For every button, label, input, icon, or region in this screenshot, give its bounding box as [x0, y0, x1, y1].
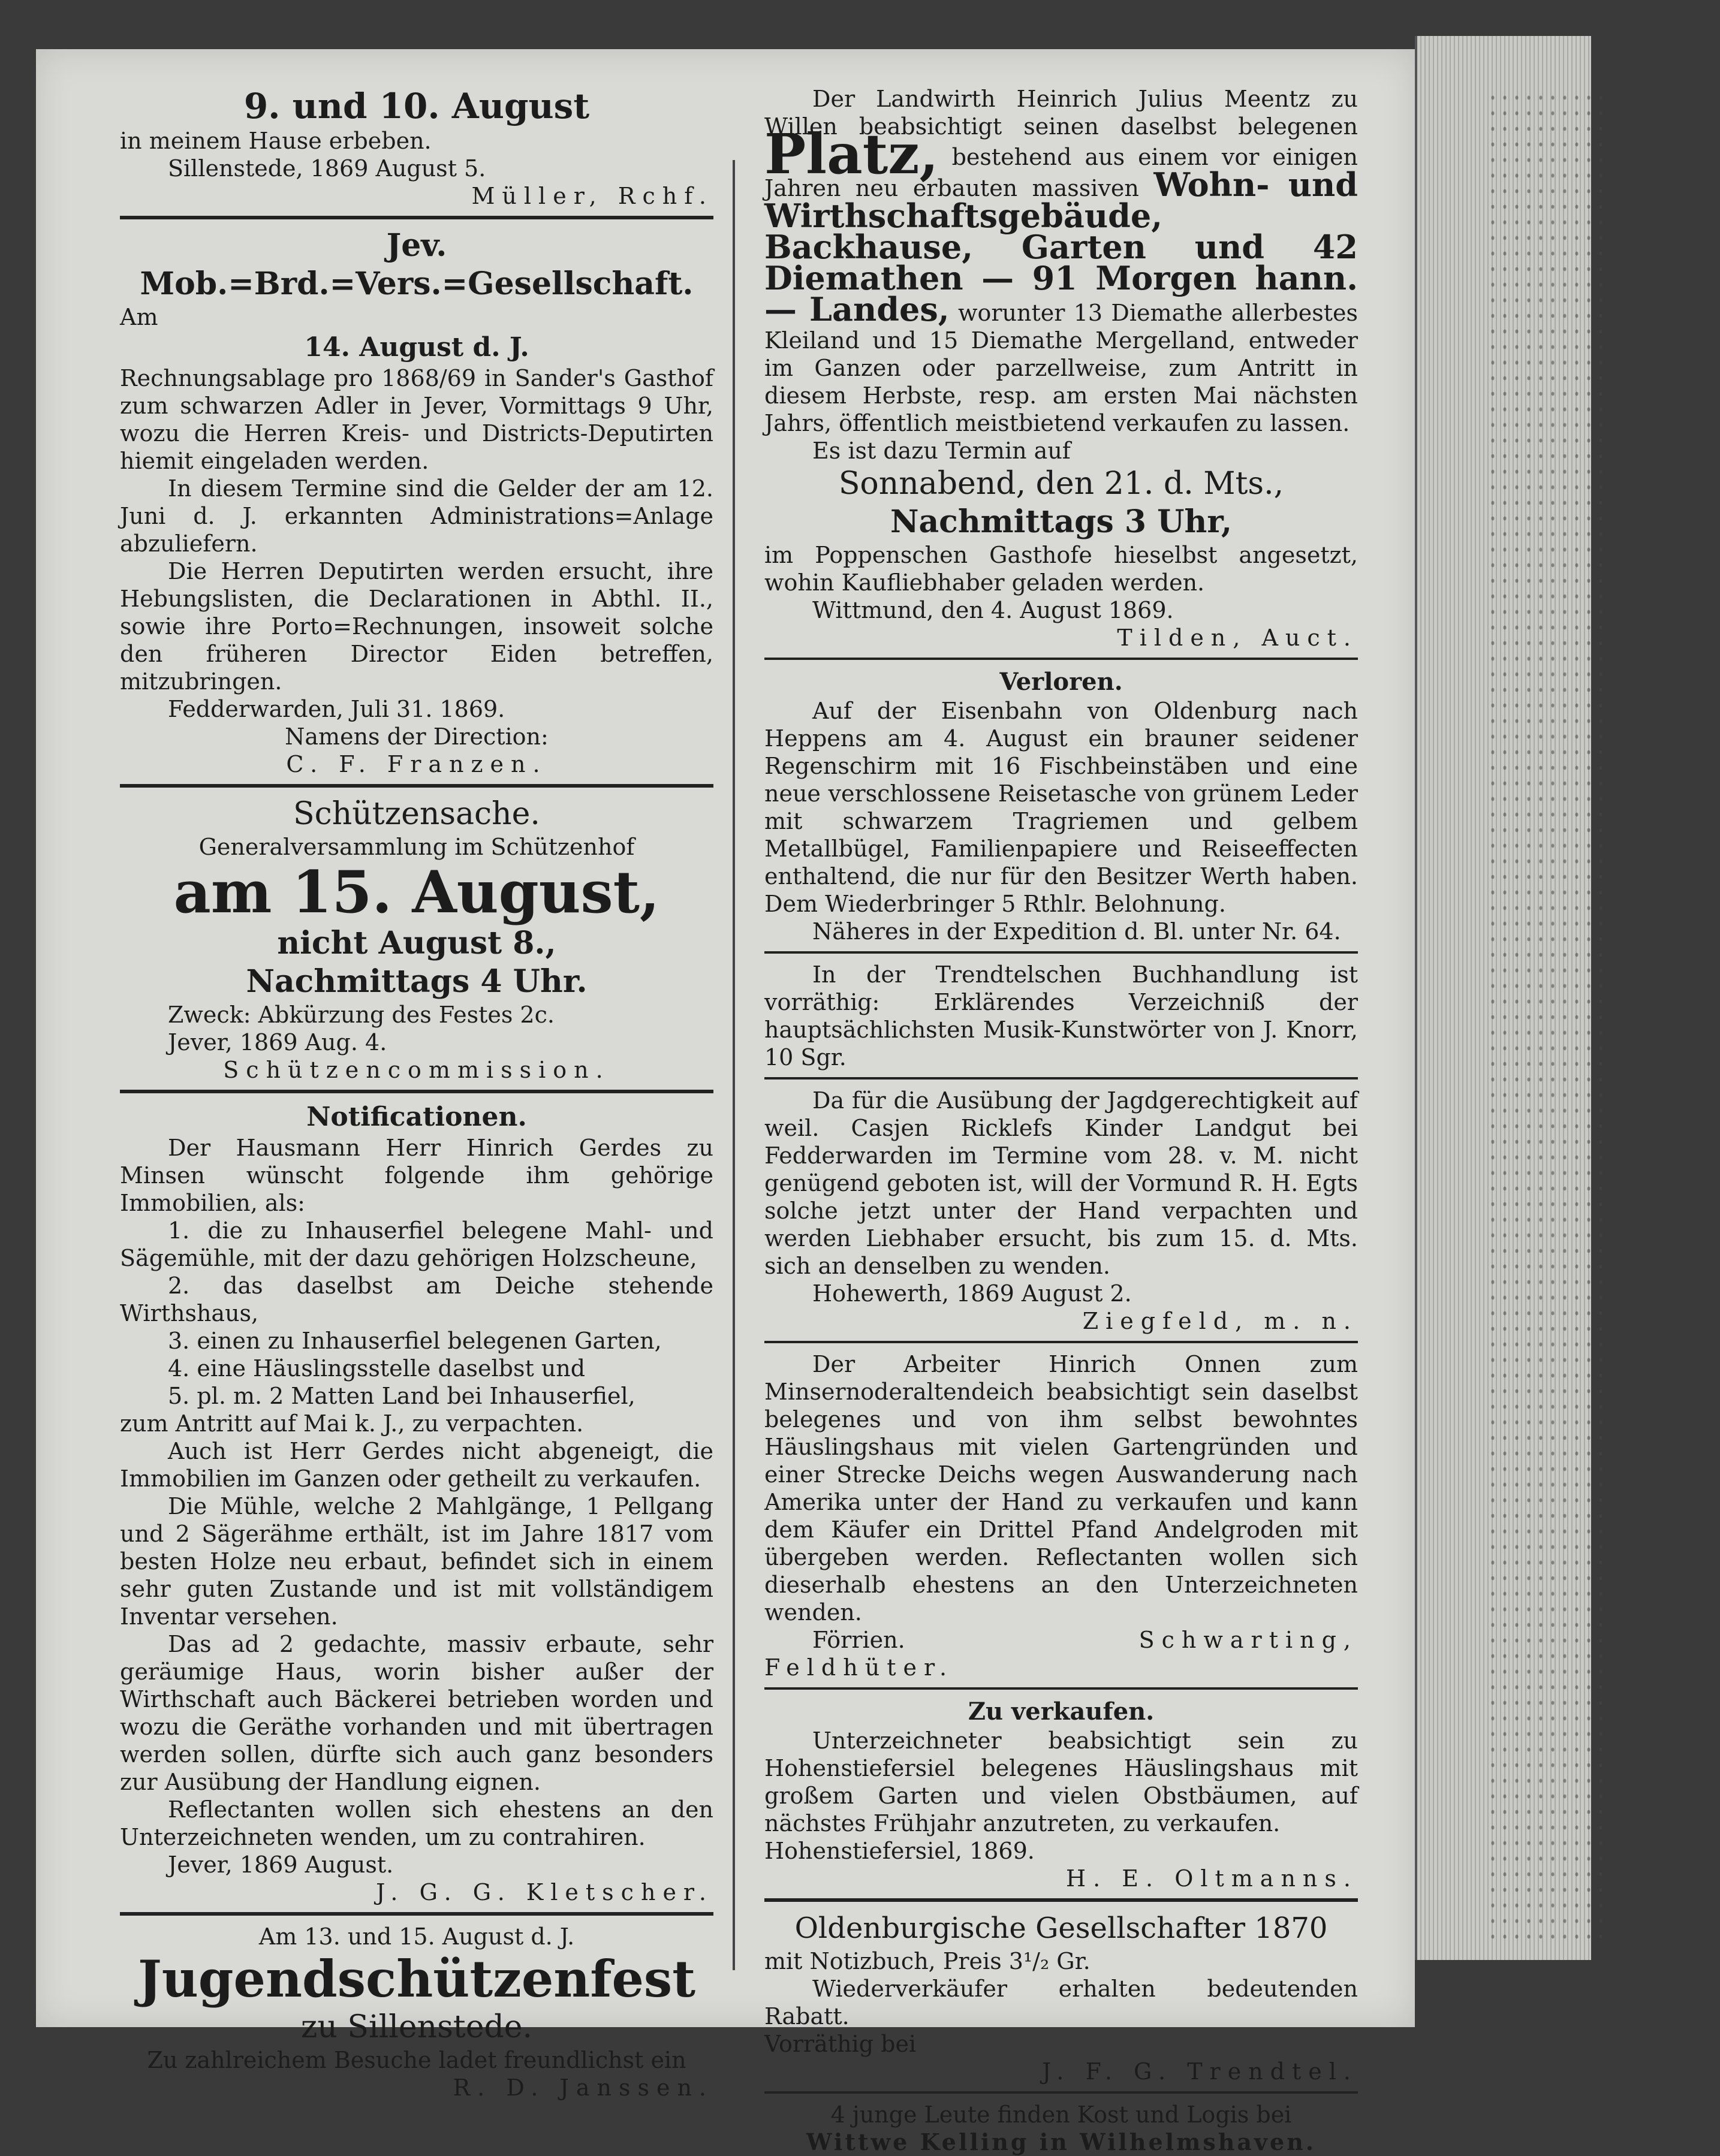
ad-signature: Ziegfeld, m. n. — [1082, 1308, 1358, 1334]
ad-place-date: Förrien. — [812, 1627, 905, 1653]
list-item: 3. einen zu Inhauserfiel belegenen Garten, — [168, 1328, 662, 1354]
ad-text: Zweck: Abkürzung des Festes 2c. — [168, 1002, 555, 1028]
ad-signature: Schwarting, Feldhüter. — [764, 1627, 1358, 1681]
ad-keyword: Platz, — [764, 122, 939, 186]
ad-signature: C. F. Franzen. — [286, 751, 547, 777]
ad-signature: H. E. Oltmanns. — [1066, 1865, 1358, 1892]
ad-signature-line — [764, 1626, 1358, 1681]
list-item: 1. die zu Inhauserfiel belegene Mahl- und Sägemühle, mit der dazu gehörigen Holzscheune, — [120, 1217, 713, 1271]
ad-place-date: Jever, 1869 August. — [168, 1852, 394, 1878]
ad-keyword: Wohn- und Wirthschaftsgebäude, Backhause, Garten und 42 Diemathen — 91 Morgen hann. — Landes, — [764, 165, 1358, 328]
ad-text: Generalversammlung im Schützenhof — [198, 834, 635, 860]
separator-rule — [764, 1898, 1358, 1902]
ad-paragraph: Auch ist Herr Gerdes nicht abgeneigt, die Immobilien im Ganzen oder getheilt zu verkaufen. — [120, 1438, 713, 1492]
ad-paragraph: Da für die Ausübung der Jagdgerechtigkeit auf weil. Casjen Ricklefs Kinder Landgut bei Fedderwarden im Termine vom 28. v. M. nicht genügend geboten ist, will der Vormund R. H. Egts solche jetzt unter der Hand verpachten und werden Liebhaber ersucht, bis zum 15. d. Mts. sich an denselben zu wenden. — [764, 1087, 1358, 1279]
ad-heading: Jugendschützenfest — [137, 1949, 696, 2009]
separator-rule — [764, 2091, 1358, 2094]
ad-text: Es ist dazu Termin auf — [812, 438, 1071, 464]
page-edge-speckles — [1487, 90, 1607, 1948]
ad-heading: Oldenburgische Gesellschafter 1870 — [794, 1911, 1328, 1945]
ad-text: Am — [120, 304, 158, 330]
ad-place-date: Jever, 1869 Aug. 4. — [168, 1029, 387, 1056]
ad-paragraph: Reflectanten wollen sich ehestens an den Unterzeichneten wenden, um zu contrahiren. — [120, 1796, 713, 1850]
ad-text: mit Notizbuch, Preis 3¹/₂ Gr. — [764, 1948, 1091, 1974]
ad-signature: J. F. G. Trendtel. — [1042, 2058, 1358, 2085]
ad-signature: Tilden, Auct. — [1117, 625, 1358, 651]
ad-signature: Namens der Direction: — [285, 723, 549, 750]
ad-text: Am 13. und 15. August d. J. — [258, 1923, 575, 1950]
section-heading: Notificationen. — [306, 1102, 527, 1132]
separator-rule — [120, 1912, 713, 1916]
ad-subtitle: zu Sillenstede. — [300, 2009, 533, 2045]
separator-rule — [764, 1077, 1358, 1079]
ad-paragraph: zum Antritt auf Mai k. J., zu verpachten. — [120, 1410, 584, 1437]
ad-paragraph: In der Trendtelschen Buchhandlung ist vorräthig: Erklärendes Verzeichniß der hauptsächlichsten Musik-Kunstwörter von J. Knorr, 10 Sgr. — [764, 961, 1358, 1071]
ad-paragraph: im Poppenschen Gasthofe hieselbst angesetzt, wohin Kaufliebhaber geladen werden. — [764, 542, 1358, 596]
ad-text: Näheres in der Expedition d. Bl. unter Nr. 64. — [812, 918, 1341, 945]
ad-text: Der Landwirth Heinrich Julius Meentz zu Willen beabsichtigt seinen daselbst belegenen — [764, 86, 1358, 140]
list-item: 4. eine Häuslingsstelle daselbst und — [168, 1355, 586, 1382]
ad-place-date: Hohenstiefersiel, 1869. — [764, 1838, 1035, 1864]
ad-place-date: Sillenstede, 1869 August 5. — [168, 155, 486, 182]
section-heading: Verloren. — [999, 668, 1123, 696]
ad-subtitle: nicht August 8., — [277, 925, 556, 961]
ad-text: worunter 13 Diemathe allerbestes Kleiland und 15 Diemathe Mergelland, entweder im Ganzen oder parzellweise, zum Antritt in diesem Herbste, resp. am ersten Mai nächsten Jahrs, öffentlich meistbietend verkaufen zu lassen. — [764, 300, 1358, 436]
ad-paragraph: Der Hausmann Herr Hinrich Gerdes zu Minsen wünscht folgende ihm gehörige Immobilien, als: — [120, 1135, 713, 1216]
ad-paragraph — [764, 85, 1358, 437]
ad-paragraph: Die Herren Deputirten werden ersucht, ihre Hebungslisten, die Declarationen in Abthl. II., sowie ihre Porto=Rechnungen, insoweit solche den früheren Director Eiden betreffen, mitzubringen. — [120, 558, 713, 695]
ad-signature: J. G. G. Kletscher. — [376, 1879, 713, 1905]
ad-paragraph: Rechnungsablage pro 1868/69 in Sander's Gasthof zum schwarzen Adler in Jever, Vormittags 9 Uhr, wozu die Herren Kreis- und Districts-Deputirten hiemit eingeladen werden. — [120, 365, 713, 474]
ad-subtitle: Nachmittags 4 Uhr. — [246, 963, 588, 1000]
ad-paragraph: Die Mühle, welche 2 Mahlgänge, 1 Pellgang und 2 Sägerähme erthält, ist im Jahre 1817 vom besten Holze neu erbaut, befindet sich in einem sehr guten Zustande und ist mit vollständigem Inventar versehen. — [120, 1493, 713, 1630]
ad-paragraph: In diesem Termine sind die Gelder der am 12. Juni d. J. erkannten Administrations=Anlage abzuliefern. — [120, 475, 713, 557]
list-item: 2. das daselbst am Deiche stehende Wirthshaus, — [120, 1273, 713, 1326]
ad-text: Wiederverkäufer erhalten bedeutenden Rabatt. — [764, 1976, 1358, 2030]
ad-paragraph: Das ad 2 gedachte, massiv erbaute, sehr geräumige Haus, worin bisher außer der Wirthschaft auch Bäckerei betrieben worden und wozu die Geräthe vorhanden und mit übertragen werden sollen, dürfte sich auch ganz besonders zur Ausübung der Handlung eignen. — [120, 1631, 713, 1795]
ad-paragraph: Der Arbeiter Hinrich Onnen zum Minsernoderaltendeich beabsichtigt sein daselbst belegenes und von ihm selbst bewohntes Häuslingshaus mit vielen Gartengründen und einer Strecke Deichs wegen Auswanderung nach Amerika unter der Hand zu verkaufen und kann dem Käufer ein Drittel Pfand Andelgroden mit übergeben werden. Reflectanten wollen sich dieserhalb ehestens an den Unterzeichneten wenden. — [764, 1351, 1358, 1626]
ad-subtitle: Nachmittags 3 Uhr, — [890, 503, 1233, 540]
ad-place-date: Wittmund, den 4. August 1869. — [812, 597, 1174, 623]
ad-text: Zu zahlreichem Besuche ladet freundlichst ein — [147, 2047, 686, 2073]
list-item: 5. pl. m. 2 Matten Land bei Inhauserfiel, — [168, 1383, 635, 1409]
ad-place-date: Fedderwarden, Juli 31. 1869. — [168, 696, 505, 722]
society-title: Jev. Mob.=Brd.=Vers.=Gesellschaft. — [140, 227, 694, 302]
separator-rule — [120, 784, 713, 788]
ad-text: 4 junge Leute finden Kost und Logis bei — [830, 2101, 1292, 2128]
separator-rule — [120, 1090, 713, 1093]
left-column — [120, 85, 713, 2101]
ad-place-date: Hohewerth, 1869 August 2. — [812, 1280, 1132, 1307]
section-heading: Zu verkaufen. — [968, 1697, 1155, 1726]
ad-date-title: am 15. August, — [173, 858, 660, 926]
ad-text: bestehend aus einem vor einigen Jahren neu erbauten massiven — [764, 144, 1358, 201]
ad-signature: Wittwe Kelling in Wilhelmshaven. — [806, 2128, 1317, 2155]
ad-signature: Schützencommission. — [223, 1057, 610, 1083]
separator-rule — [120, 216, 713, 219]
ad-paragraph: Auf der Eisenbahn von Oldenburg nach Heppens am 4. August ein brauner seidener Regenschirm mit 16 Fischbeinstäben und eine neue verschlossene Reisetasche von grünem Leder mit schwarzem Tragriemen und gelbem Metallbügel, Familienpapiere und Reiseeffecten enthaltend, die nur für den Besitzer Werth haben. Dem Wiederbringer 5 Rthlr. Belohnung. — [764, 698, 1358, 917]
ad-paragraph: Unterzeichneter beabsichtigt sein zu Hohenstiefersiel belegenes Häuslingshaus mit großem Garten und vielen Obstbäumen, auf nächstes Frühjahr anzutreten, zu verkaufen. — [764, 1727, 1358, 1837]
ad-signature: Müller, Rchf. — [471, 183, 713, 209]
separator-rule — [764, 951, 1358, 954]
separator-rule — [764, 658, 1358, 660]
separator-rule — [764, 1341, 1358, 1343]
ad-date-title: Sonnabend, den 21. d. Mts., — [838, 466, 1284, 502]
ad-heading: Schützensache. — [293, 796, 540, 832]
ad-date-title: 9. und 10. August — [243, 86, 590, 126]
ad-text: in meinem Hause erbeben. — [120, 128, 432, 154]
ad-signature: R. D. Janssen. — [453, 2074, 713, 2101]
ad-date-title: 14. August d. J. — [304, 332, 529, 363]
right-column — [764, 85, 1358, 2156]
separator-rule — [764, 1687, 1358, 1690]
column-divider — [733, 160, 735, 1970]
ad-text: Vorräthig bei — [764, 2031, 917, 2057]
newspaper-page — [36, 49, 1415, 2155]
